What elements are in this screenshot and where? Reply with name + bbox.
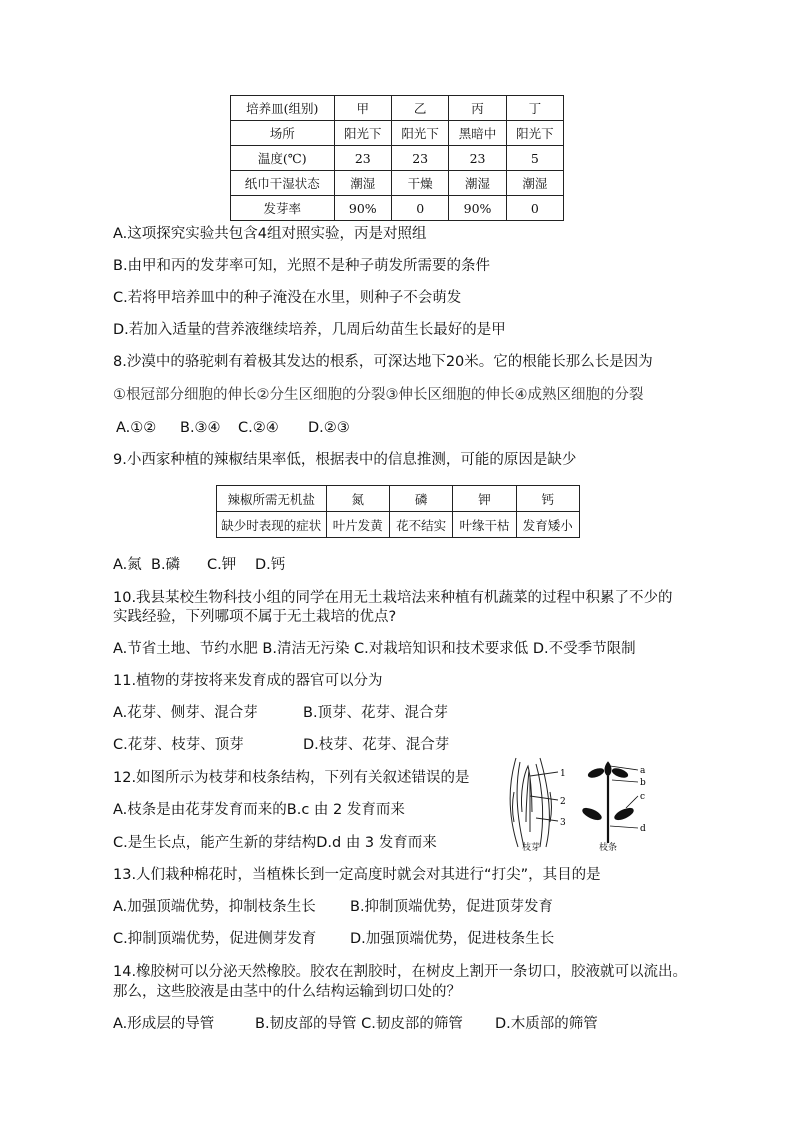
table-cell: 黑暗中 (449, 121, 506, 146)
table-row (231, 146, 564, 171)
table-cell: 培养皿(组别) (231, 96, 335, 121)
table-cell: 乙 (392, 96, 449, 121)
table-cell: 辣椒所需无机盐 (217, 486, 327, 512)
table-cell: 磷 (389, 486, 452, 512)
table-cell: 叶缘干枯 (453, 512, 516, 538)
q14-option-d: D.木质部的筛管 (495, 1016, 598, 1032)
bud-structure-figure (500, 752, 570, 852)
table-cell: 丁 (506, 96, 563, 121)
table-cell: 叶片发黄 (326, 512, 389, 538)
q9-option-d: D.钙 (255, 557, 286, 573)
table-cell: 0 (506, 196, 563, 221)
table-cell: 氮 (326, 486, 389, 512)
q8-option-c: C.②④ (238, 420, 279, 436)
table-cell: 阳光下 (506, 121, 563, 146)
q12-options-line2: C.是生长点，能产生新的芽结构D.d 由 3 发育而来 (113, 835, 437, 851)
q9-option-c: C.钾 (207, 557, 237, 573)
bud-label-3: 3 (560, 818, 566, 828)
q9-option-b: B.磷 (151, 557, 181, 573)
bud-label-1: 1 (560, 769, 566, 779)
table-header-row (231, 96, 564, 121)
q10-options: A.节省土地、节约水肥 B.清洁无污染 C.对栽培知识和技术要求低 D.不受季节限制 (113, 641, 636, 657)
branch-figure-caption: 枝条 (599, 843, 618, 853)
q11-options-row1 (113, 703, 448, 723)
q9-option-a: A.氮 (113, 557, 142, 573)
table-row (217, 512, 580, 538)
table-cell: 阳光下 (392, 121, 449, 146)
q8-option-d: D.②③ (308, 420, 350, 436)
q9-stem: 9.小西家种植的辣椒结果率低，根据表中的信息推测，可能的原因是缺少 (113, 452, 577, 468)
table-cell: 23 (334, 146, 391, 171)
branch-label-b: b (640, 778, 646, 788)
q11-option-b: B.顶芽、花芽、混合芽 (303, 705, 449, 721)
table-cell: 钾 (453, 486, 516, 512)
table-cell: 发芽率 (231, 196, 335, 221)
table-cell: 90% (449, 196, 506, 221)
q13-option-c: C.抑制顶端优势，促进侧芽发育 (113, 931, 317, 947)
q8-options (116, 418, 350, 438)
q13-stem: 13.人们栽种棉花时，当植株长到一定高度时就会对其进行“打尖”，其目的是 (113, 867, 601, 883)
table-cell: 23 (392, 146, 449, 171)
table-cell: 90% (334, 196, 391, 221)
table-cell: 钙 (516, 486, 579, 512)
table-cell: 温度(℃) (231, 146, 335, 171)
q13-options-row2 (113, 929, 554, 949)
branch-label-c: c (640, 792, 646, 802)
q14-option-bc: B.韧皮部的导管 C.韧皮部的筛管 (255, 1016, 463, 1032)
q11-options-row2 (113, 735, 449, 755)
table-cell: 甲 (334, 96, 391, 121)
bud-figure-caption: 枝芽 (522, 843, 541, 853)
q7-option-d: D.若加入适量的营养液继续培养，几周后幼苗生长最好的是甲 (113, 322, 506, 338)
q14-stem-line1: 14.橡胶树可以分泌天然橡胶。胶农在割胶时，在树皮上割开一条切口，胶液就可以流出。 (113, 964, 688, 980)
q8-option-b: B.③④ (180, 420, 221, 436)
q10-stem-line2: 实践经验，下列哪项不属于无土栽培的优点? (113, 609, 397, 625)
q13-option-d: D.加强顶端优势，促进枝条生长 (350, 931, 555, 947)
bud-label-2: 2 (560, 797, 566, 807)
q11-option-a: A.花芽、侧芽、混合芽 (113, 705, 258, 721)
table-cell: 23 (449, 146, 506, 171)
q7-option-c: C.若将甲培养皿中的种子淹没在水里，则种子不会萌发 (113, 290, 462, 306)
germination-table (230, 95, 564, 221)
q13-option-a: A.加强顶端优势，抑制枝条生长 (113, 899, 316, 915)
q7-option-b: B.由甲和丙的发芽率可知，光照不是种子萌发所需要的条件 (113, 258, 491, 274)
table-cell: 阳光下 (334, 121, 391, 146)
table-cell: 丙 (449, 96, 506, 121)
branch-structure-figure (578, 758, 648, 848)
q11-stem: 11.植物的芽按将来发育成的器官可以分为 (113, 673, 383, 689)
q14-option-a: A.形成层的导管 (113, 1016, 215, 1032)
table-row (231, 171, 564, 196)
q11-option-d: D.枝芽、花芽、混合芽 (303, 737, 450, 753)
table-cell: 0 (392, 196, 449, 221)
branch-label-d: d (640, 824, 646, 834)
q7-option-a: A.这项探究实验共包含4组对照实验，丙是对照组 (113, 226, 427, 242)
table-cell: 干燥 (392, 171, 449, 196)
q12-stem: 12.如图所示为枝芽和枝条结构，下列有关叙述错误的是 (113, 770, 470, 786)
table-row (231, 121, 564, 146)
table-cell: 场所 (231, 121, 335, 146)
q8-stem: 8.沙漠中的骆驼刺有着极其发达的根系，可深达地下20米。它的根能长那么长是因为 (113, 354, 653, 370)
q13-options-row1 (113, 897, 553, 917)
q10-stem-line1: 10.我县某校生物科技小组的同学在用无土栽培法来种植有机蔬菜的过程中积累了不少的 (113, 590, 673, 606)
q11-option-c: C.花芽、枝芽、顶芽 (113, 737, 244, 753)
table-cell: 发育矮小 (516, 512, 579, 538)
table-cell: 花不结实 (389, 512, 452, 538)
branch-label-a: a (640, 766, 646, 776)
q9-options (113, 555, 285, 575)
table-cell: 5 (506, 146, 563, 171)
q13-option-b: B.抑制顶端优势，促进顶芽发育 (350, 899, 554, 915)
q14-options (113, 1014, 598, 1034)
table-cell: 潮湿 (449, 171, 506, 196)
table-row (231, 196, 564, 221)
q8-items: ①根冠部分细胞的伸长②分生区细胞的分裂③伸长区细胞的伸长④成熟区细胞的分裂 (113, 387, 644, 403)
table-cell: 缺少时表现的症状 (217, 512, 327, 538)
table-cell: 纸巾干湿状态 (231, 171, 335, 196)
table-header-row (217, 486, 580, 512)
q14-stem-line2: 那么，这些胶液是由茎中的什么结构运输到切口处的？ (113, 984, 461, 1000)
table-cell: 潮湿 (334, 171, 391, 196)
q8-option-a: A.①② (116, 420, 157, 436)
q12-options-line1: A.枝条是由花芽发育而来的B.c 由 2 发育而来 (113, 802, 405, 818)
table-cell: 潮湿 (506, 171, 563, 196)
mineral-table (216, 485, 580, 538)
